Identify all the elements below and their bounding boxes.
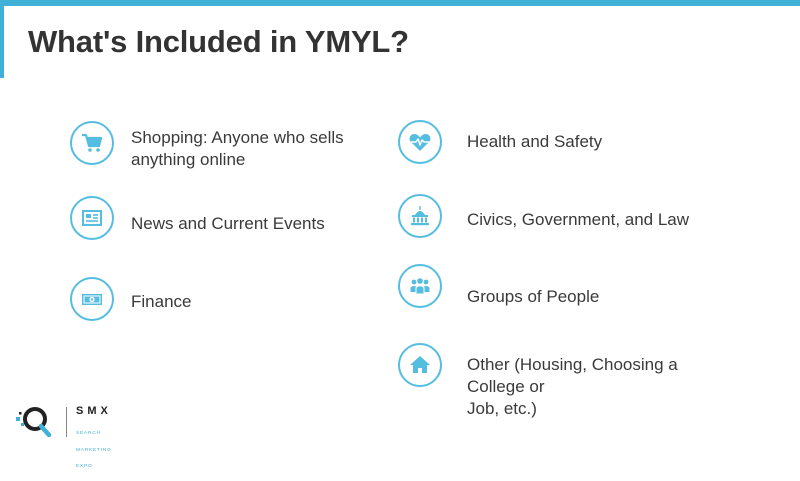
house-icon	[398, 343, 442, 387]
item-news-label: News and Current Events	[131, 214, 325, 233]
item-shopping-label: Shopping: Anyone who sells anything online	[131, 128, 344, 169]
logo-subtitle: SEARCH MARKETING EXPO	[76, 431, 112, 469]
smx-logo	[14, 403, 124, 469]
magnifier-logo-icon	[14, 403, 56, 441]
heart-pulse-icon	[398, 120, 442, 164]
item-finance-label: Finance	[131, 292, 192, 311]
top-accent-bar	[0, 0, 800, 6]
item-health-label: Health and Safety	[467, 132, 603, 151]
slide-title: What's Included in YMYL?	[28, 24, 409, 59]
money-icon	[70, 277, 114, 321]
government-building-icon	[398, 194, 442, 238]
item-civics-label: Civics, Government, and Law	[467, 210, 690, 229]
title-accent-bar	[0, 6, 4, 78]
people-group-icon	[398, 264, 442, 308]
logo-divider	[66, 407, 67, 437]
item-groups-label: Groups of People	[467, 287, 600, 306]
item-other-label: Other (Housing, Choosing a College or Job, etc.)	[467, 355, 678, 418]
newspaper-icon	[70, 196, 114, 240]
logo-name: SMX	[76, 405, 112, 417]
shopping-cart-icon	[70, 121, 114, 165]
